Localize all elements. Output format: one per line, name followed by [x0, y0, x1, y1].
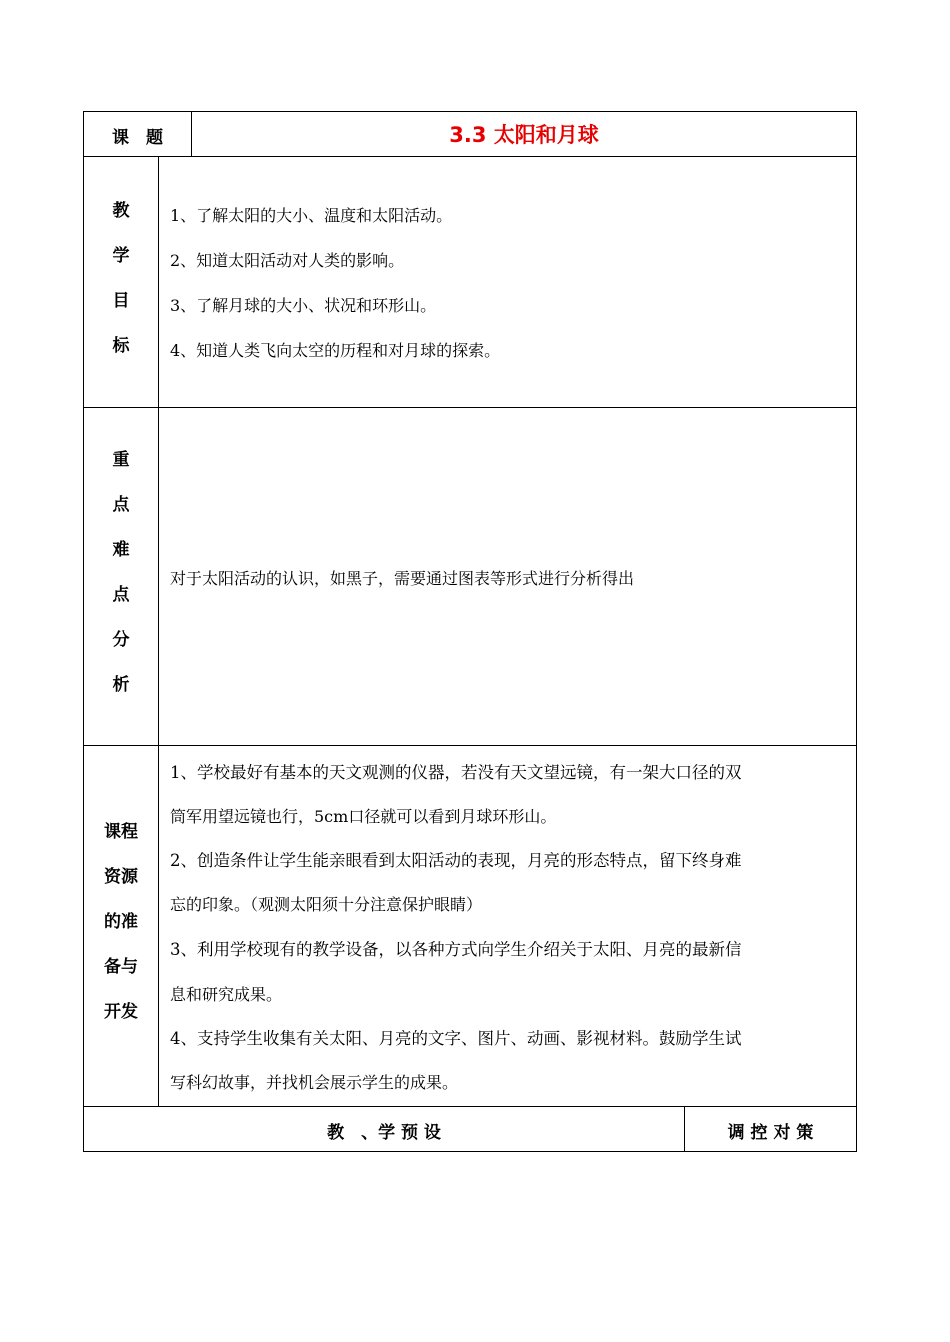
resources-line: 写科幻故事，并找机会展示学生的成果。 [170, 1073, 459, 1092]
key-points-label-char: 析 [112, 675, 130, 695]
resources-label-line: 资源 [104, 867, 138, 887]
key-points-label-char: 重 [112, 450, 130, 470]
objective-item: 2、知道太阳活动对人类的影响。 [170, 251, 405, 270]
topic-label: 课 题 [112, 128, 163, 148]
row-divider-4 [83, 1106, 857, 1107]
key-points-text: 对于太阳活动的认识，如黑子，需要通过图表等形式进行分析得出 [170, 569, 635, 588]
strategy-label: 调 控 对 策 [727, 1123, 814, 1143]
objectives-label-char: 目 [112, 291, 130, 311]
key-points-label-char: 难 [112, 540, 130, 560]
objective-item: 4、知道人类飞向太空的历程和对月球的探索。 [170, 341, 501, 360]
resources-label-line: 的准 [104, 912, 138, 932]
resources-line: 息和研究成果。 [170, 985, 283, 1004]
row-divider-3 [83, 745, 857, 746]
key-points-label-char: 点 [112, 495, 130, 515]
objectives-label-char: 标 [112, 336, 130, 356]
resources-label-line: 开发 [104, 1002, 138, 1022]
table-top-border [83, 111, 857, 112]
resources-label-line: 备与 [104, 957, 138, 977]
row-divider-1 [83, 156, 857, 157]
label-col-divider [158, 156, 159, 1107]
objectives-label-char: 教 [112, 201, 130, 221]
objective-item: 1、了解太阳的大小、温度和太阳活动。 [170, 206, 453, 225]
resources-line: 忘的印象。（观测太阳须十分注意保护眼睛） [170, 895, 483, 914]
resources-line: 筒军用望远镜也行，5cm口径就可以看到月球环形山。 [170, 807, 557, 826]
resources-line: 2、创造条件让学生能亲眼看到太阳活动的表现，月亮的形态特点，留下终身难 [170, 851, 742, 870]
resources-line: 3、利用学校现有的教学设备，以各种方式向学生介绍关于太阳、月亮的最新信 [170, 940, 742, 959]
lesson-title: 3.3 太阳和月球 [449, 123, 599, 147]
key-points-label-char: 分 [112, 630, 130, 650]
teaching-plan-label: 教 、学 预 设 [327, 1123, 441, 1143]
key-points-label-char: 点 [112, 585, 130, 605]
row-divider-2 [83, 407, 857, 408]
resources-line: 4、支持学生收集有关太阳、月亮的文字、图片、动画、影视材料。鼓励学生试 [170, 1029, 742, 1048]
resources-label-line: 课程 [104, 822, 138, 842]
table-bottom-border [83, 1151, 857, 1152]
table-right-border [856, 111, 857, 1152]
objective-item: 3、了解月球的大小、状况和环形山。 [170, 296, 437, 315]
objectives-label-char: 学 [112, 246, 130, 266]
resources-line: 1、学校最好有基本的天文观测的仪器，若没有天文望远镜，有一架大口径的双 [170, 763, 742, 782]
